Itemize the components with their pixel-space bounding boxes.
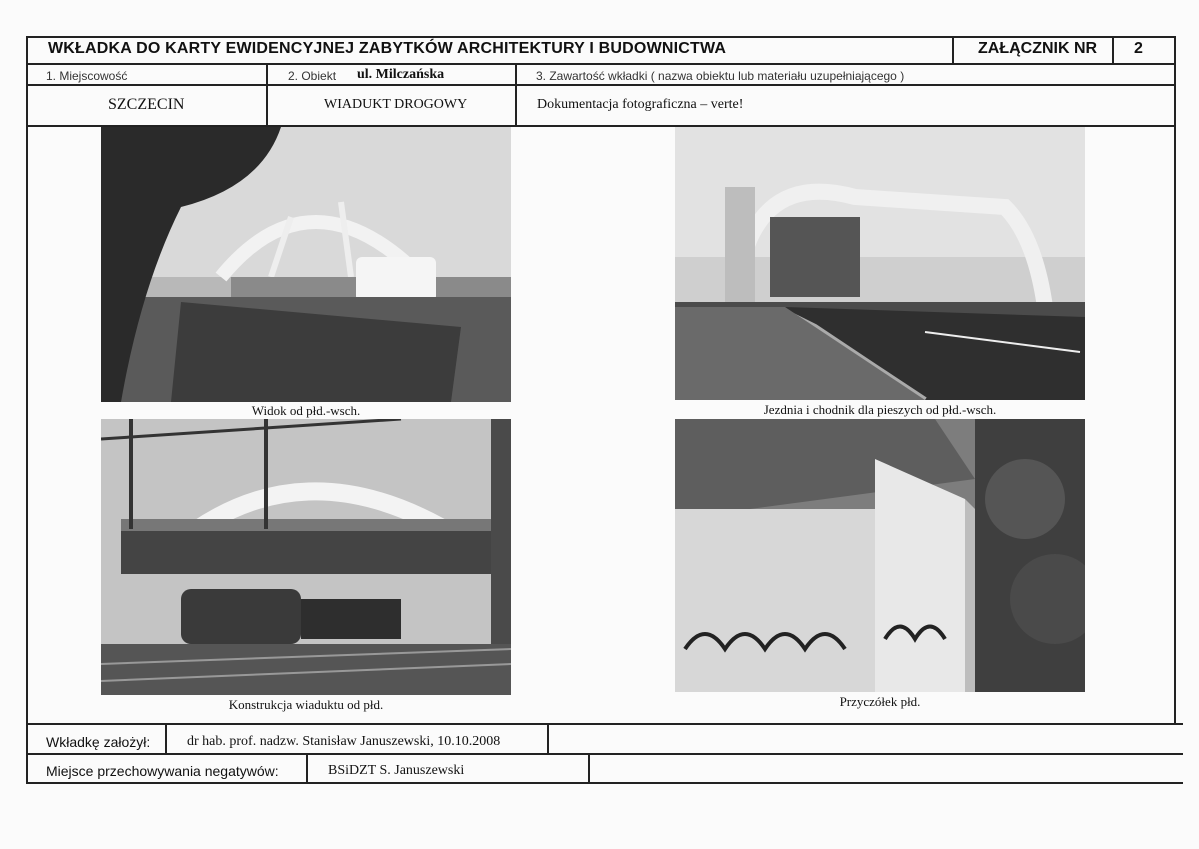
storage-value: BSiDZT S. Januszewski [328,763,465,778]
photo-roadway-sidewalk [675,127,1085,400]
author-value: dr hab. prof. nadzw. Stanisław Januszewski, 10.10.2008 [187,734,501,749]
storage-label: Miejsce przechowywania negatywów: [46,763,279,779]
photo-south-abutment [675,419,1085,692]
object-label: 2. Obiekt [288,69,337,83]
content-label: 3. Zawartość wkładki ( nazwa obiektu lub materiału uzupełniającego ) [536,69,905,83]
locality-value: SZCZECIN [108,96,185,113]
object-street: ul. Milczańska [357,67,445,82]
photo-viaduct-southeast [101,127,511,402]
locality-label: 1. Miejscowość [46,69,128,83]
photo-caption-4: Przyczółek płd. [839,694,921,709]
object-value: WIADUKT DROGOWY [324,97,468,112]
content-value: Dokumentacja fotograficzna – verte! [537,97,744,112]
photo-caption-1: Widok od płd.-wsch. [251,403,361,418]
attachment-number: 2 [1134,40,1143,57]
author-label: Wkładkę założył: [46,734,151,750]
form-title: WKŁADKA DO KARTY EWIDENCYJNEJ ZABYTKÓW ARCHITEKTURY I BUDOWNICTWA [48,40,727,57]
photo-viaduct-structure [101,419,511,695]
attachment-label: ZAŁĄCZNIK NR [978,40,1098,57]
photo-caption-2: Jezdnia i chodnik dla pieszych od płd.-wsch. [763,402,997,417]
photo-caption-3: Konstrukcja wiaduktu od płd. [228,697,384,712]
